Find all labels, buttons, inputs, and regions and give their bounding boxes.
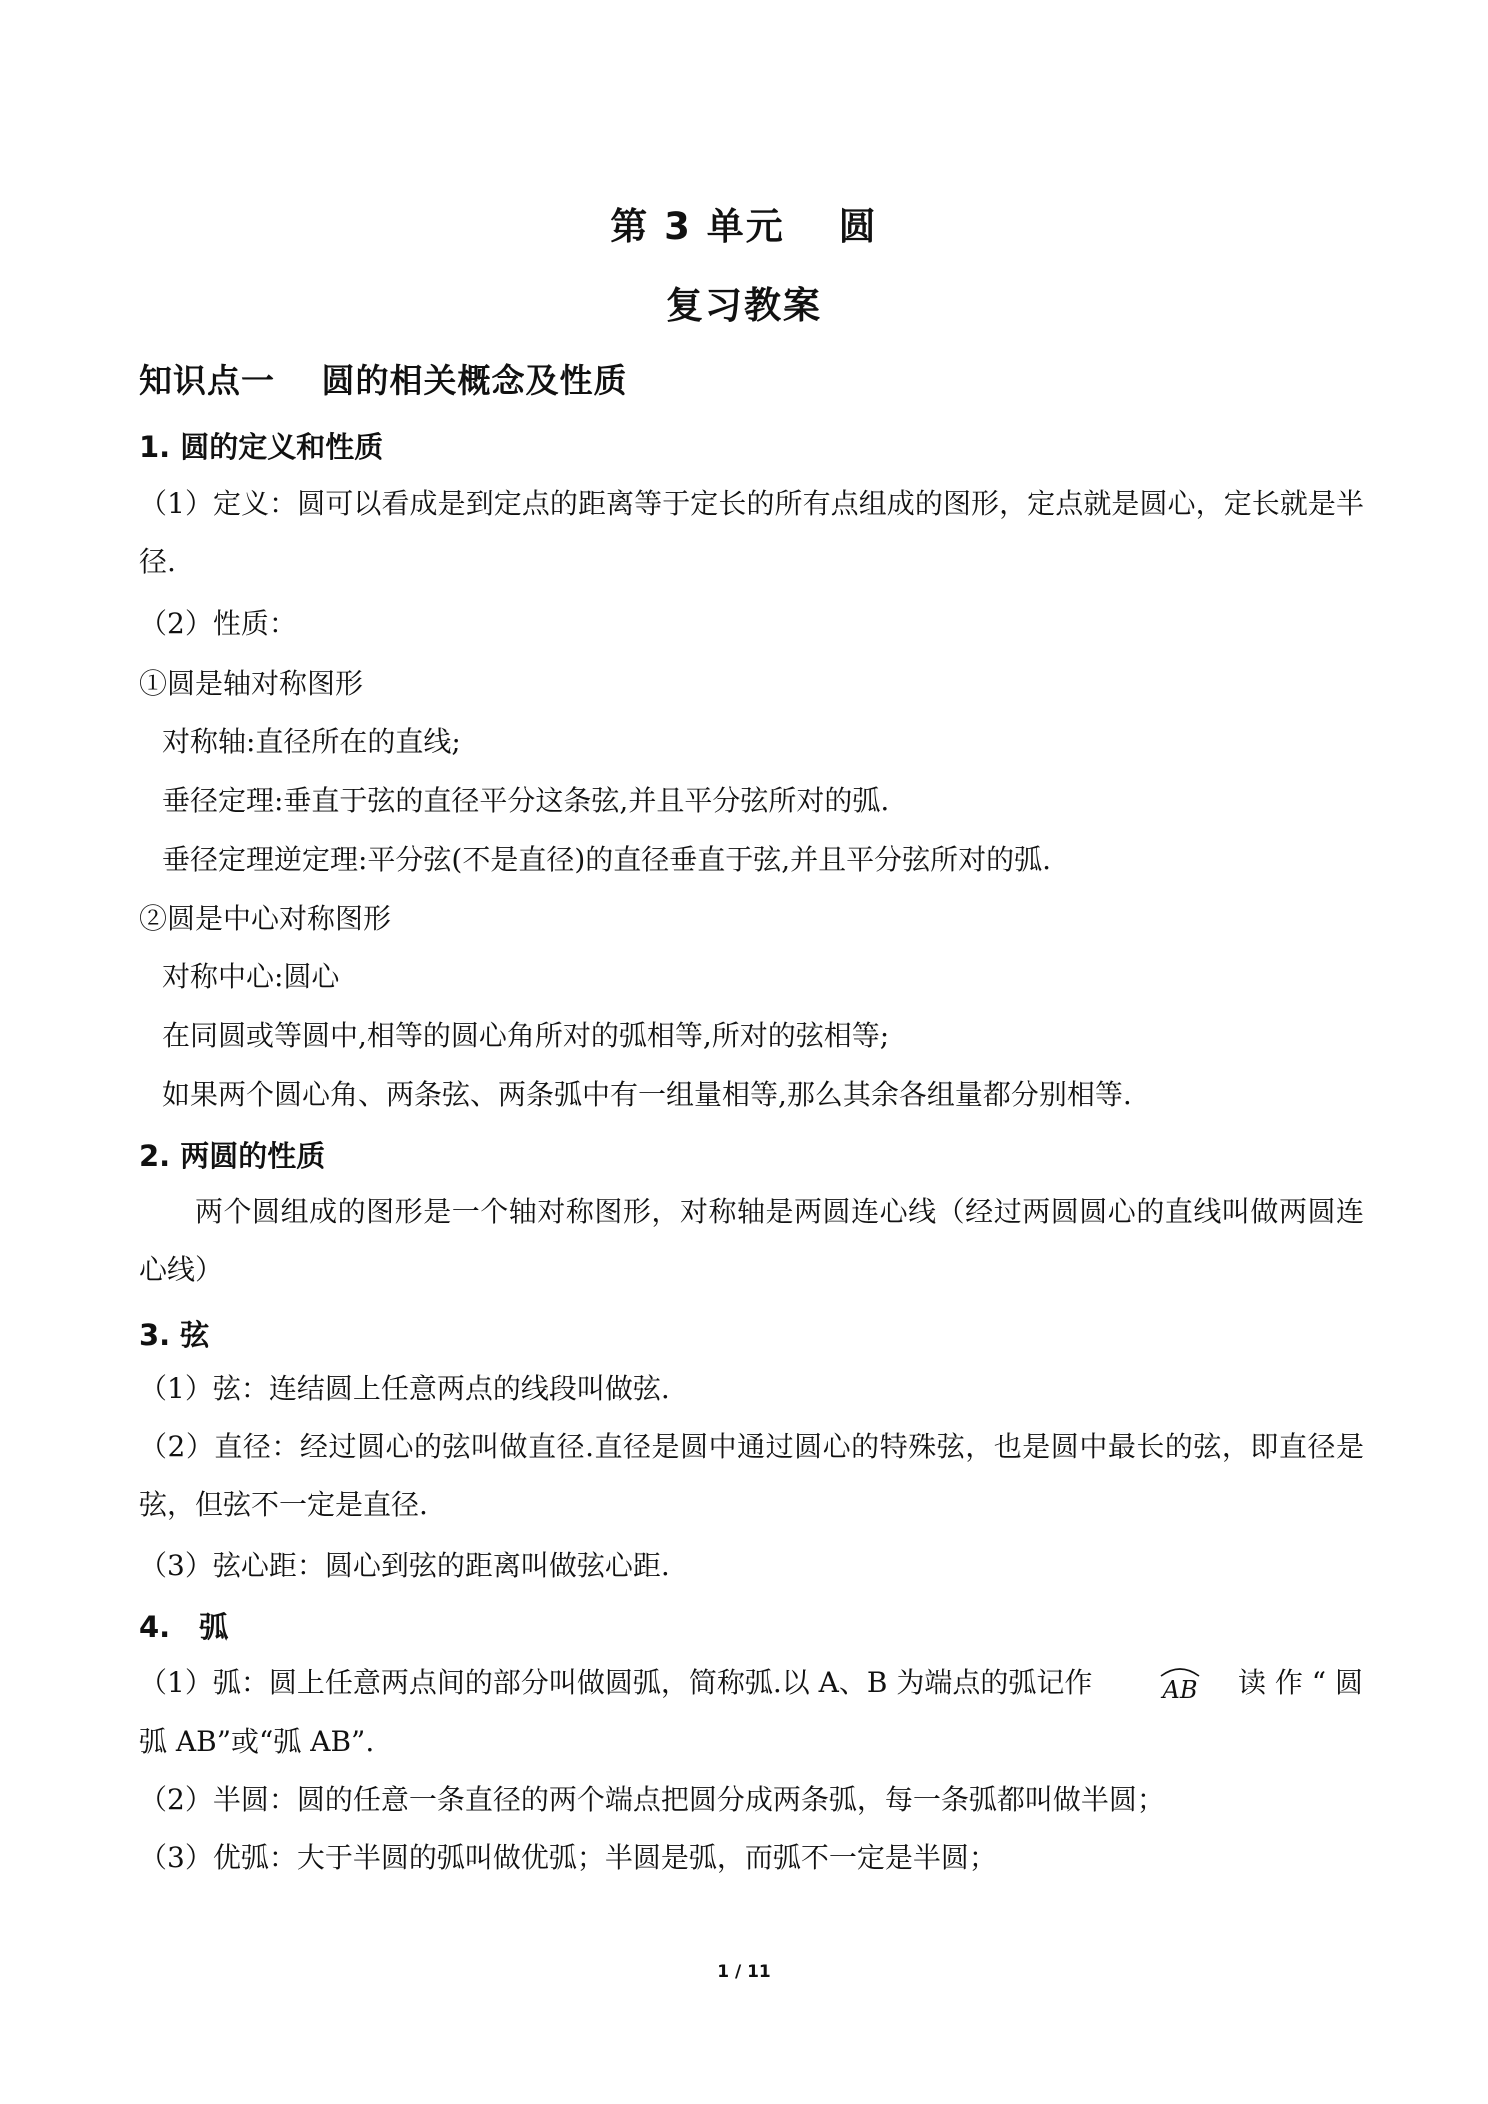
diameter-definition: （2）直径：经过圆心的弦叫做直径.直径是圆中通过圆心的特殊弦，也是圆中最长的弦，即直径是弦，但弦不一定是直径. [139, 1430, 1364, 1521]
arc-definition-part2: 读 作 “ 圆 [1238, 1666, 1364, 1699]
paragraph-two-circles: 两个圆组成的图形是一个轴对称图形，对称轴是两圆连心线（经过两圆圆心的直线叫做两圆连心线） [139, 1195, 1364, 1286]
arc-mark-icon [1161, 1669, 1199, 1676]
semicircle-definition: （2）半圆：圆的任意一条直径的两个端点把圆分成两条弧，每一条弧都叫做半圆； [139, 1783, 1165, 1816]
chord-definition: （1）弦：连结圆上任意两点的线段叫做弦. [139, 1372, 670, 1405]
perpendicular-diameter-converse: 垂径定理逆定理:平分弦(不是直径)的直径垂直于弦,并且平分弦所对的弧. [162, 843, 1052, 876]
heading-two-circles: 2. 两圆的性质 [139, 1139, 326, 1173]
property-central-symmetry: ②圆是中心对称图形 [139, 902, 392, 935]
page-number: 1 / 11 [717, 1962, 771, 1982]
property-axial-symmetry: ①圆是轴对称图形 [139, 667, 364, 700]
symmetry-axis-text: 对称轴:直径所在的直线; [162, 725, 461, 758]
property-label: （2）性质： [139, 607, 297, 640]
equal-quantities-text: 如果两个圆心角、两条弦、两条弧中有一组量相等,那么其余各组量都分别相等. [162, 1078, 1132, 1111]
heading-circle-definition: 1. 圆的定义和性质 [139, 430, 384, 464]
heading-chord: 3. 弦 [139, 1318, 210, 1352]
document-title: 第 3 单元 圆 [610, 205, 878, 248]
heading-arc: 4. 弧 [139, 1610, 229, 1644]
perpendicular-diameter-theorem: 垂径定理:垂直于弦的直径平分这条弦,并且平分弦所对的弧. [162, 784, 890, 817]
arc-symbol-label: AB [1162, 1676, 1198, 1704]
document-subtitle: 复习教案 [666, 284, 822, 327]
chord-distance-definition: （3）弦心距：圆心到弦的距离叫做弦心距. [139, 1549, 670, 1582]
arc-ab-symbol [1155, 1658, 1205, 1704]
symmetry-center-text: 对称中心:圆心 [162, 960, 340, 993]
major-arc-definition: （3）优弧：大于半圆的弧叫做优弧；半圆是弧，而弧不一定是半圆； [139, 1841, 997, 1874]
equal-central-angles-text: 在同圆或等圆中,相等的圆心角所对的弧相等,所对的弦相等; [162, 1019, 890, 1052]
arc-definition-part1: （1）弧：圆上任意两点间的部分叫做圆弧，简称弧.以 A、B 为端点的弧记作 [139, 1666, 1093, 1699]
paragraph-definition: （1）定义：圆可以看成是到定点的距离等于定长的所有点组成的图形，定点就是圆心，定长就是半径. [139, 487, 1364, 578]
section-title: 知识点一 圆的相关概念及性质 [139, 361, 628, 400]
arc-definition-part3: 弧 AB”或“弧 AB”. [139, 1725, 375, 1758]
